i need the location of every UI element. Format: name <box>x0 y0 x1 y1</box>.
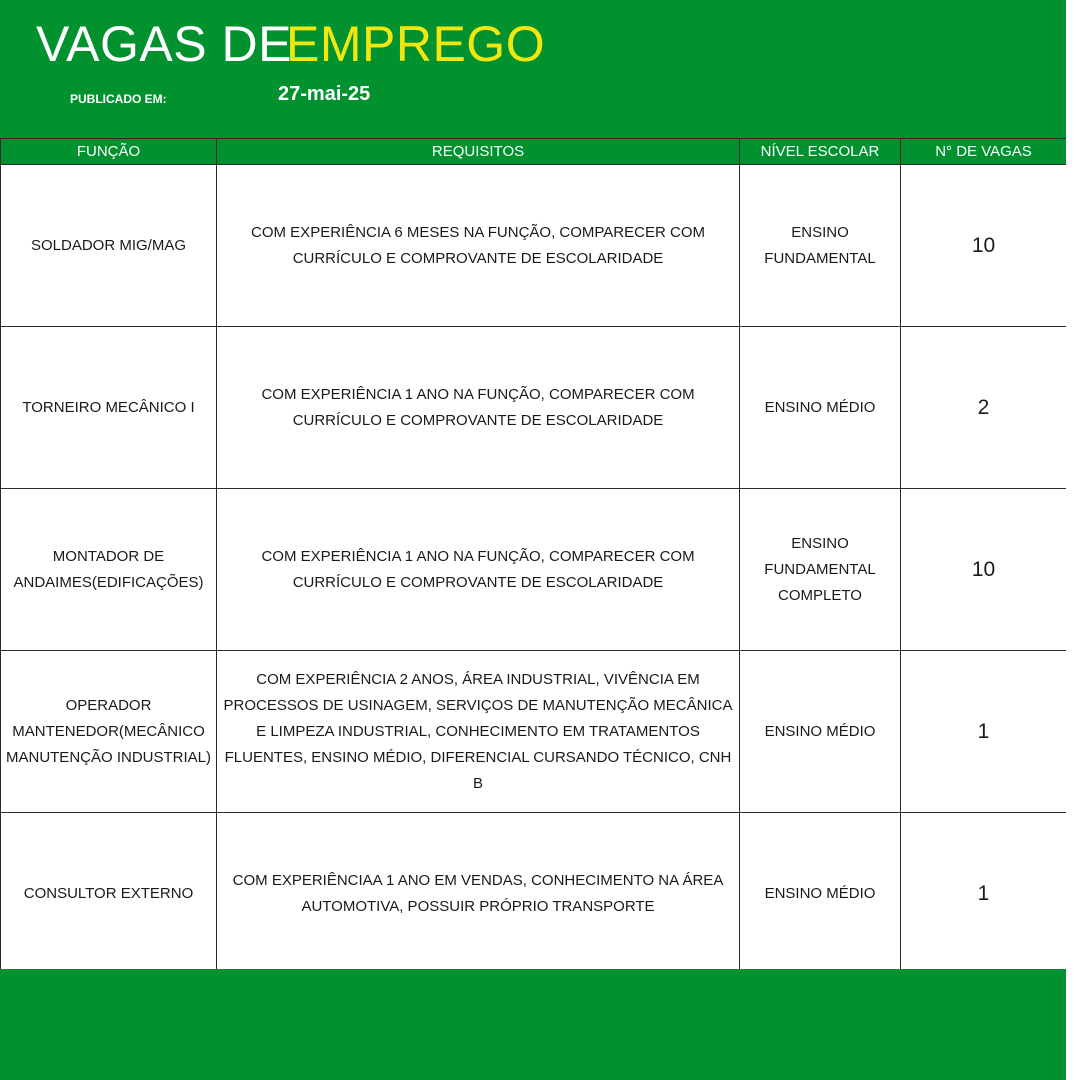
cell-requisitos: COM EXPERIÊNCIA 6 MESES NA FUNÇÃO, COMPARECER COM CURRÍCULO E COMPROVANTE DE ESCOLARIDADE <box>217 165 740 327</box>
cell-num-vagas: 1 <box>901 651 1067 813</box>
column-header-nivel-escolar: NÍVEL ESCOLAR <box>740 139 901 165</box>
cell-nivel-escolar: ENSINO MÉDIO <box>740 651 901 813</box>
page-margin <box>1066 0 1080 1080</box>
table-row <box>1 489 1067 651</box>
table-row <box>1 813 1067 975</box>
jobs-table <box>0 138 1067 975</box>
column-header-funcao: FUNÇÃO <box>1 139 217 165</box>
table-row <box>1 327 1067 489</box>
cell-nivel-escolar: ENSINO MÉDIO <box>740 813 901 975</box>
cell-funcao: SOLDADOR MIG/MAG <box>1 165 217 327</box>
cell-funcao: TORNEIRO MECÂNICO I <box>1 327 217 489</box>
cell-funcao: CONSULTOR EXTERNO <box>1 813 217 975</box>
cell-num-vagas: 10 <box>901 165 1067 327</box>
cell-requisitos: COM EXPERIÊNCIA 1 ANO NA FUNÇÃO, COMPARECER COM CURRÍCULO E COMPROVANTE DE ESCOLARIDADE <box>217 327 740 489</box>
column-header-requisitos: REQUISITOS <box>217 139 740 165</box>
header-banner <box>0 0 1066 139</box>
cell-funcao: OPERADOR MANTENEDOR(MECÂNICO MANUTENÇÃO INDUSTRIAL) <box>1 651 217 813</box>
cell-funcao: MONTADOR DE ANDAIMES(EDIFICAÇÕES) <box>1 489 217 651</box>
published-label: PUBLICADO EM: <box>70 92 167 106</box>
footer-banner <box>0 969 1066 1080</box>
cell-nivel-escolar: ENSINO MÉDIO <box>740 327 901 489</box>
title-part2: EMPREGO <box>286 16 546 72</box>
table-header-row <box>1 139 1067 165</box>
published-date: 27-mai-25 <box>278 83 371 105</box>
cell-requisitos: COM EXPERIÊNCIAA 1 ANO EM VENDAS, CONHECIMENTO NA ÁREA AUTOMOTIVA, POSSUIR PRÓPRIO TRANSPORTE <box>217 813 740 975</box>
cell-nivel-escolar: ENSINO FUNDAMENTAL <box>740 165 901 327</box>
table-row <box>1 651 1067 813</box>
cell-requisitos: COM EXPERIÊNCIA 2 ANOS, ÁREA INDUSTRIAL, VIVÊNCIA EM PROCESSOS DE USINAGEM, SERVIÇOS DE MANUTENÇÃO MECÂNICA E LIMPEZA INDUSTRIAL, CONHECIMENTO EM TRATAMENTOS FLUENTES, ENSINO MÉDIO, DIFERENCIAL CURSANDO TÉCNICO, CNH B <box>217 651 740 813</box>
cell-num-vagas: 1 <box>901 813 1067 975</box>
cell-num-vagas: 2 <box>901 327 1067 489</box>
column-header-num-vagas: N° DE VAGAS <box>901 139 1067 165</box>
cell-num-vagas: 10 <box>901 489 1067 651</box>
title-part1: VAGAS DE <box>36 16 292 72</box>
table-row <box>1 165 1067 327</box>
cell-nivel-escolar: ENSINO FUNDAMENTAL COMPLETO <box>740 489 901 651</box>
cell-requisitos: COM EXPERIÊNCIA 1 ANO NA FUNÇÃO, COMPARECER COM CURRÍCULO E COMPROVANTE DE ESCOLARIDADE <box>217 489 740 651</box>
